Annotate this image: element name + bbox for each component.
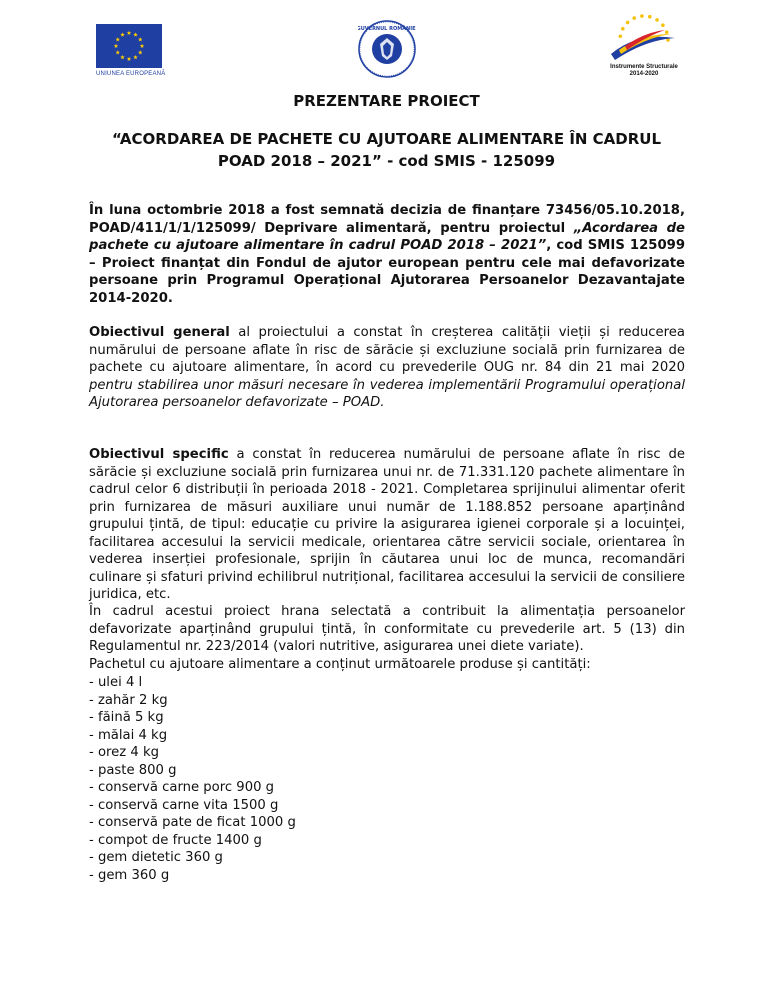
list-item: - mălai 4 kg: [89, 727, 168, 743]
is-star-icon: [640, 14, 644, 18]
eu-logo: [96, 24, 165, 77]
list-item: - făină 5 kg: [89, 710, 164, 725]
is-star-icon: [648, 15, 652, 19]
eu-flag-icon: [96, 24, 162, 68]
specific-objective-paragraph: Obiectivul specific a constat în reducerea numărului de persoane aflate în risc de sărăcie și excluziune socială prin furnizarea unui nr. de 71.331.120 pachete alimentare în cadrul celor 6 distribuții în perioada 2018 - 2021. Completarea sprijinului alimentar oferit prin furnizarea de măsuri auxiliare unui număr de 1.188.852 persoane aparținând grupului țintă, de tipul: educație cu privire la asigurarea igienei corporale și a locuinței, facilitarea accesului la servicii medicale, orientarea către servicii sociale, orientarea în vederea inserției profesionale, sprijin în căutarea unui loc de munca, recomandări culinare și sfaturi privind echilibrul nutrițional, facilitarea accesului la servicii de consiliere juridica, etc.: [89, 447, 685, 602]
project-subtitle: “ACORDAREA DE PACHETE CU AJUTOARE ALIMENTARE ÎN CADRUL POAD 2018 – 2021” - cod SMIS - 125099: [111, 130, 662, 170]
list-item: - compot de fructe 1400 g: [89, 832, 262, 848]
intro-paragraph: În luna octombrie 2018 a fost semnată decizia de finanțare 73456/05.10.2018, POAD/411/1/1/125099/ Deprivare alimentară, pentru proiectul „Acordarea de pachete cu ajutoare alimentare în cadrul POAD 2018 – 2021”, cod SMIS 125099 – Proiect finanțat din Fondul de ajutor european pentru cele mai defavorizate persoane prin Programul Operațional Ajutorarea Persoanelor Dezavantajate 2014-2020.: [89, 203, 685, 306]
list-item: - orez 4 kg: [89, 745, 159, 760]
general-objective-paragraph: Obiectivul general al proiectului a constat în creșterea calității vieții și reducerea numărului de persoane aflate în risc de sărăcie și excluziune socială prin furnizarea de pachete cu ajutoare alimentare, în acord cu prevederile OUG nr. 84 din 21 mai 2020 pentru stabilirea unor măsuri necesare în vederea implementării Programului operațional Ajutorarea persoanelor defavorizate – POAD.: [89, 325, 685, 410]
package-contents-intro: Pachetul cu ajutoare alimentare a conținut următoarele produse și cantități:: [89, 657, 591, 672]
list-item: - conservă pate de ficat 1000 g: [89, 815, 296, 830]
structural-instruments-caption: Instrumente Structurale 2014-2020: [610, 64, 678, 77]
is-star-icon: [621, 27, 625, 31]
list-item: - gem 360 g: [89, 867, 170, 883]
food-selection-paragraph: În cadrul acestui proiect hrana selectată a contribuit la alimentația persoanelor defavorizate aparținând grupului țintă, în conformitate cu prevederile art. 5 (13) din Regulamentul nr. 223/2014 (valori nutritive, asigurarea unei diete variate).: [89, 604, 685, 654]
is-star-icon: [619, 34, 623, 38]
list-item: - paste 800 g: [89, 762, 177, 778]
logo-header: [0, 10, 773, 90]
list-item: - zahăr 2 kg: [89, 692, 168, 708]
list-item: - ulei 4 l: [89, 675, 143, 690]
is-star-icon: [655, 18, 659, 22]
package-items-list: [89, 674, 296, 884]
is-star-icon: [632, 16, 636, 20]
svg-text:GUVERNUL ROMÂNIEI: GUVERNUL ROMÂNIEI: [358, 26, 416, 32]
page-title: PREZENTARE PROIECT: [293, 92, 480, 110]
list-item: - gem dietetic 360 g: [89, 850, 223, 865]
list-item: - conservă carne porc 900 g: [89, 780, 275, 795]
is-star-icon: [661, 23, 665, 27]
is-star-icon: [665, 30, 669, 34]
structural-instruments-logo: [605, 10, 683, 90]
romanian-government-logo: [358, 20, 416, 78]
is-star-icon: [626, 21, 630, 25]
eu-caption: UNIUNEA EUROPEANĂ: [96, 71, 166, 77]
list-item: - conservă carne vita 1500 g: [89, 797, 279, 813]
